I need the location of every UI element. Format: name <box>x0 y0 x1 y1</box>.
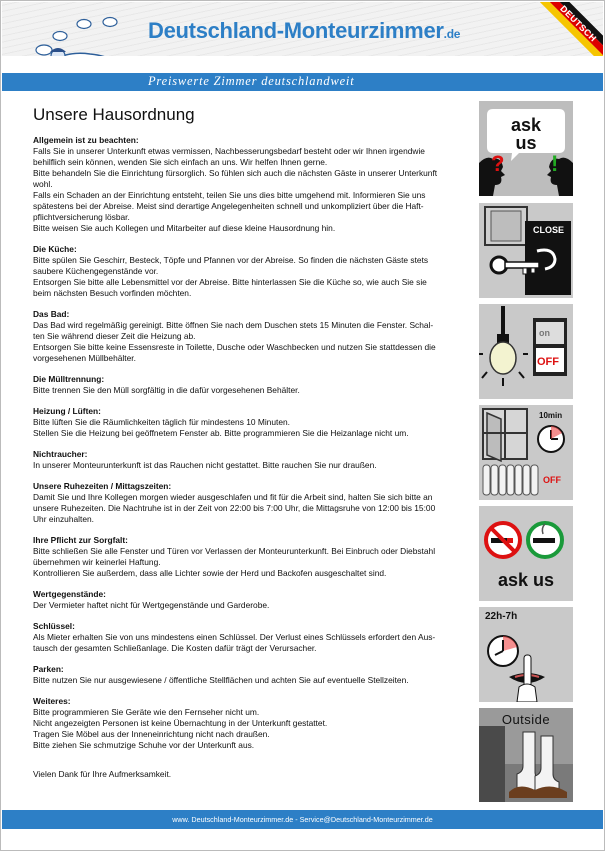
rule-section <box>33 696 473 751</box>
section-line: In unserer Monteurunterkunft ist das Rauchen nicht gestattet. Bitte rauchen Sie nur draußen. <box>33 460 377 470</box>
sleeping-sheep-logo <box>32 10 132 56</box>
switch-off-label: OFF <box>537 356 559 368</box>
smoking-ask-us-label: ask us <box>497 570 555 590</box>
footer-contact[interactable]: www. Deutschland-Monteurzimmer.de - Service@Deutschland-Monteurzimmer.de <box>172 815 433 824</box>
section-body <box>33 146 473 234</box>
radiator-off-label: OFF <box>543 475 561 485</box>
footer-bar <box>2 810 603 829</box>
section-line: saubere Küchengegenstände vor. <box>33 266 159 276</box>
rule-section <box>33 481 473 525</box>
section-line: Damit Sie und Ihre Kollegen morgen wieder ausgeschlafen und fit für die Arbeit sind, halten Sie sich bitte an <box>33 492 433 502</box>
section-heading: Heizung / Lüften: <box>33 406 101 416</box>
section-line: Bitte ziehen Sie schmutzige Schuhe vor der Unterkunft aus. <box>33 740 255 750</box>
section-line: pflichtversicherung lösbar. <box>33 212 130 222</box>
door-key-icon <box>479 203 573 298</box>
quiet-hours-illustration <box>479 607 573 702</box>
section-line: wohl. <box>33 179 53 189</box>
section-line: Falls Sie in unserer Unterkunft etwas vermissen, Nachbesserungsbedarf besteht oder wir Ihnen irgendwie <box>33 146 425 156</box>
language-badge: DEUTSCH <box>558 3 599 44</box>
rule-section <box>33 135 473 234</box>
section-line: Bitte schließen Sie alle Fenster und Türen vor Verlassen der Monteurunterkunft. Bei Einbruch oder Diebstahl <box>33 546 436 556</box>
section-body <box>33 600 473 611</box>
quiet-hours-label: 22h-7h <box>485 611 518 622</box>
rule-section <box>33 621 473 654</box>
heating-window-illustration <box>479 405 573 500</box>
rules-sections <box>33 135 473 751</box>
section-line: Entsorgen Sie bitte alle Lebensmittel vor der Abreise. Bitte hinterlassen Sie die Küche so, wie auch Sie sie <box>33 277 427 287</box>
section-line: Bitte lüften Sie die Räumlichkeiten täglich für mindestens 10 Minuten. <box>33 417 290 427</box>
light-switch-illustration <box>479 304 573 399</box>
close-door-illustration <box>479 203 573 298</box>
section-line: spätestens bei der Abreise. Meist sind derartige Angelegenheiten schnell und unkompliziert über die Haft- <box>33 201 424 211</box>
section-line: Entsorgen Sie bitte keine Essensreste in Toilette, Dusche oder Waschbecken und nutzen Sie stattdessen die <box>33 342 436 352</box>
section-line: Als Mieter erhalten Sie von uns mindestens einen Schlüssel. Der Verlust eines Schlüssels erfordert den Aus- <box>33 632 436 642</box>
rule-section <box>33 374 473 396</box>
rule-section <box>33 535 473 579</box>
section-line: Bitte weisen Sie auch Kollegen und Mitarbeiter auf diese kleine Hausordnung hin. <box>33 223 336 233</box>
section-line: übernehmen wir keinerlei Haftung. <box>33 557 161 567</box>
section-body <box>33 320 473 364</box>
rule-section <box>33 449 473 471</box>
section-line: Bitte programmieren Sie Geräte wie den Fernseher nicht um. <box>33 707 260 717</box>
timer-label: 10min <box>539 411 563 420</box>
section-body <box>33 675 473 686</box>
ask-label-line1: ask <box>510 115 542 135</box>
section-body <box>33 546 473 579</box>
section-line: tausch der gesamten Schließanlage. Die Kosten dafür trägt der Verursacher. <box>33 643 317 653</box>
shoes-outside-illustration <box>479 708 573 802</box>
closing-text: Vielen Dank für Ihre Aufmerksamkeit. <box>33 769 172 779</box>
no-smoking-illustration <box>479 506 573 601</box>
light-bulb-icon <box>479 304 573 399</box>
section-body <box>33 255 473 299</box>
ask-us-illustration <box>479 101 573 196</box>
section-line: Der Vermieter haftet nicht für Wertgegenstände und Garderobe. <box>33 600 270 610</box>
section-heading: Weiteres: <box>33 696 71 706</box>
outside-label: Outside <box>501 712 551 727</box>
section-heading: Die Mülltrennung: <box>33 374 105 384</box>
section-line: Bitte trennen Sie den Müll sorgfältig in die dafür vorgesehenen Behälter. <box>33 385 300 395</box>
header-banner <box>2 2 603 56</box>
section-line: Bitte spülen Sie Geschirr, Besteck, Töpfe und Pfannen vor der Abreise. So finden die nächsten Gäste stets <box>33 255 429 265</box>
section-body <box>33 385 473 396</box>
page-title: Unsere Hausordnung <box>33 105 195 124</box>
brand-text: Deutschland-Monteurzimmer <box>148 18 444 43</box>
section-body <box>33 460 473 471</box>
section-heading: Das Bad: <box>33 309 70 319</box>
section-line: Falls ein Schaden an der Einrichtung entsteht, teilen Sie uns dies bitte umgehend mit. Informieren Sie uns <box>33 190 426 200</box>
rule-section <box>33 664 473 686</box>
close-label: CLOSE <box>533 225 565 235</box>
svg-text:?: ? <box>491 151 505 176</box>
section-line: Bitte nutzen Sie nur ausgewiesene / öffentliche Stellflächen und achten Sie auf eventuelle Stellzeiten. <box>33 675 409 685</box>
svg-text:!: ! <box>551 151 559 176</box>
switch-on-label: on <box>539 328 550 338</box>
section-line: Nicht angezeigten Personen ist keine Übernachtung in der Unterkunft gestattet. <box>33 718 328 728</box>
rule-section <box>33 244 473 299</box>
section-line: Stellen Sie die Heizung bei geöffnetem Fenster ab. Bitte programmieren Sie die Heizanlage nicht um. <box>33 428 409 438</box>
header-gap <box>2 56 603 73</box>
section-body <box>33 632 473 654</box>
section-heading: Unsere Ruhezeiten / Mittagszeiten: <box>33 481 172 491</box>
section-heading: Wertgegenstände: <box>33 589 106 599</box>
brand-name[interactable] <box>148 18 460 44</box>
section-line: Bitte behandeln Sie die Einrichtung fürsorglich. So fühlen sich auch die nächsten Gäste in unserer Unterkunft <box>33 168 438 178</box>
section-heading: Parken: <box>33 664 64 674</box>
section-body <box>33 707 473 751</box>
section-line: Tragen Sie Möbel aus der Inneneinrichtung nicht nach draußen. <box>33 729 270 739</box>
section-line: Kontrollieren Sie außerdem, dass alle Lichter sowie der Herd und Backofen ausgeschaltet sind. <box>33 568 387 578</box>
section-heading: Allgemein ist zu beachten: <box>33 135 139 145</box>
section-heading: Nichtraucher: <box>33 449 88 459</box>
rule-section <box>33 406 473 439</box>
section-line: unsere Ruhezeiten. Die Nachtruhe ist in der Zeit von 22:00 bis 7:00 Uhr, die Mittagsruhe von 12:00 bis 15:00 <box>33 503 436 513</box>
section-heading: Die Küche: <box>33 244 77 254</box>
rules-content <box>33 105 473 780</box>
ask-label-line2: us <box>515 133 537 153</box>
section-body <box>33 492 473 525</box>
section-line: vorgesehenen Müllbehälter. <box>33 353 136 363</box>
section-line: ten Sie während dieser Zeit die Heizung ab. <box>33 331 196 341</box>
rule-section <box>33 309 473 364</box>
section-body <box>33 417 473 439</box>
rule-section <box>33 589 473 611</box>
section-line: beim nächsten Besuch vorfinden möchten. <box>33 288 192 298</box>
section-line: Das Bad wird regelmäßig gereinigt. Bitte öffnen Sie nach dem Duschen stets 15 Minuten die Fenster. Schal- <box>33 320 434 330</box>
slogan: Preiswerte Zimmer deutschlandweit <box>148 74 355 88</box>
brand-tld: .de <box>443 27 461 41</box>
section-heading: Ihre Pflicht zur Sorgfalt: <box>33 535 128 545</box>
section-line: Uhr einzuhalten. <box>33 514 94 524</box>
section-line: behilflich sein können, wenden Sie sich einfach an uns. Wir helfen Ihnen gerne. <box>33 157 328 167</box>
slogan-bar <box>2 73 603 91</box>
section-heading: Schlüssel: <box>33 621 75 631</box>
